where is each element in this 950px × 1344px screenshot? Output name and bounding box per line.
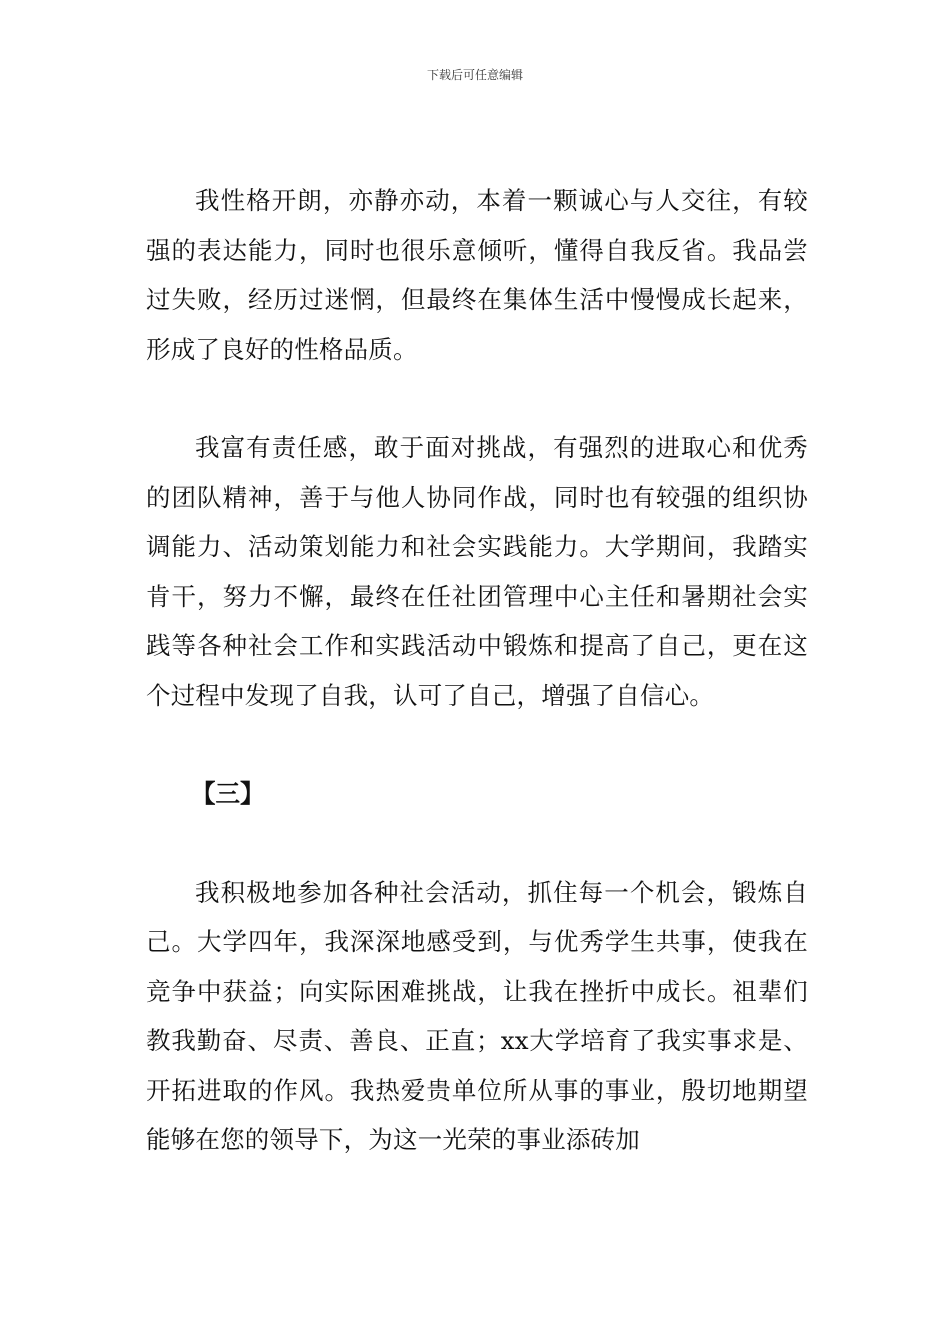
paragraph-social-activities: 我积极地参加各种社会活动，抓住每一个机会，锻炼自己。大学四年，我深深地感受到，与优秀学生共事，使我在竞争中获益；向实际困难挑战，让我在挫折中成长。祖辈们教我勤奋、尽责、善良、正直；xx大学培育了我实事求是、开拓进取的作风。我热爱贵单位所从事的事业，殷切地期望能够在您的领导下，为这一光荣的事业添砖加 [146, 877, 808, 1154]
page-header-note: 下载后可任意编辑 [426, 68, 523, 82]
paragraph-responsibility: 我富有责任感，敢于面对挑战，有强烈的进取心和优秀的团队精神，善于与他人协同作战，同时也有较强的组织协调能力、活动策划能力和社会实践能力。大学期间，我踏实肯干，努力不懈，最终在任社团管理中心主任和暑期社会实践等各种社会工作和实践活动中锻炼和提高了自己，更在这个过程中发现了自我，认可了自己，增强了自信心。 [146, 433, 808, 710]
document-body [146, 176, 808, 1165]
paragraph-personality: 我性格开朗，亦静亦动，本着一颗诚心与人交往，有较强的表达能力，同时也很乐意倾听，懂得自我反省。我品尝过失败，经历过迷惘，但最终在集体生活中慢慢成长起来，形成了良好的性格品质。 [146, 186, 808, 364]
section-heading: 【三】 [191, 779, 265, 808]
